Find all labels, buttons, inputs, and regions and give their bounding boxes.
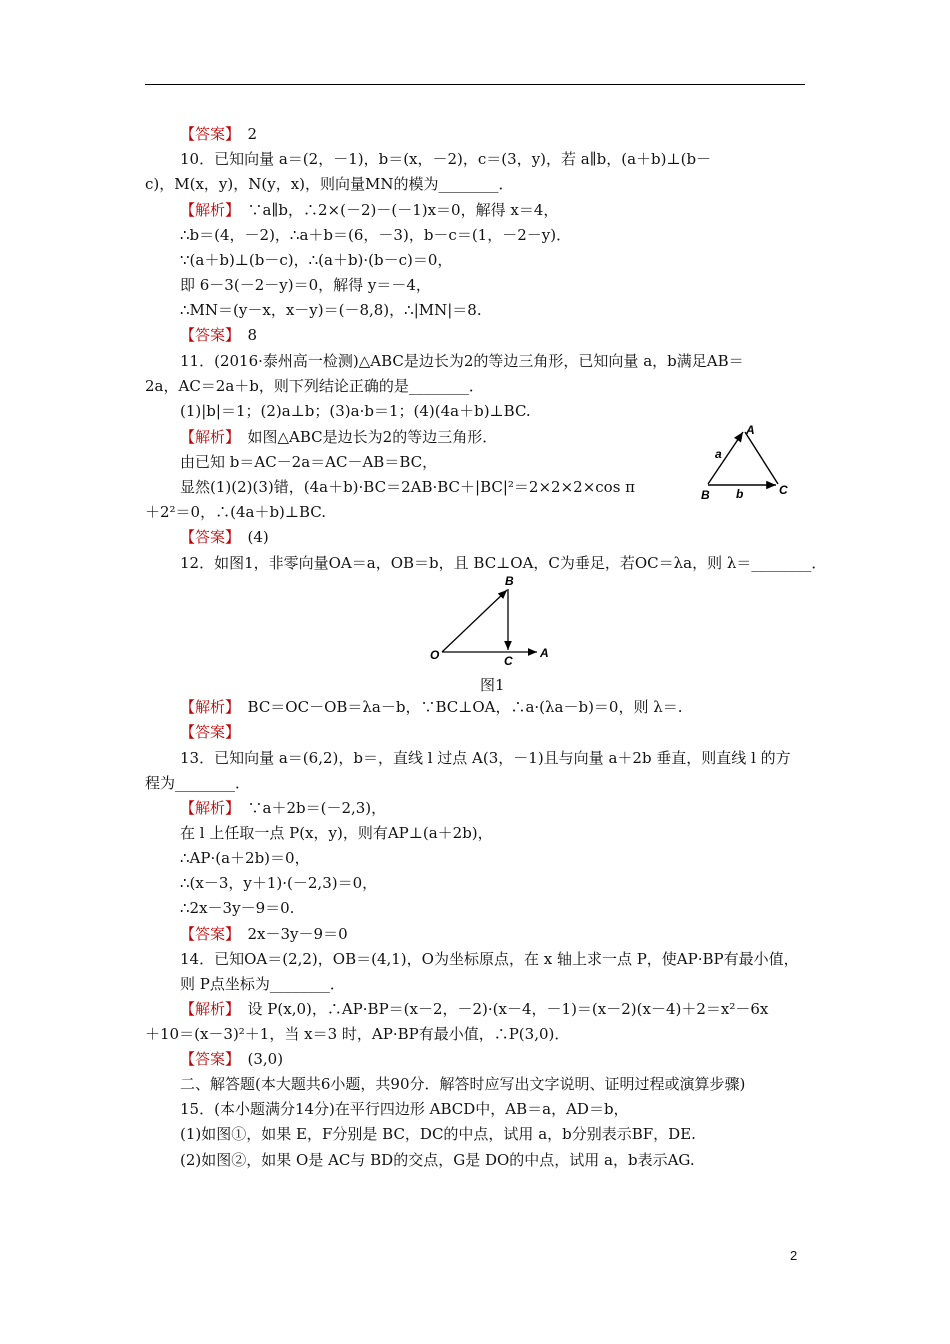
text-line — [180, 697, 683, 717]
label-C: C — [504, 654, 513, 668]
section-tag: 【解析】 — [180, 1000, 233, 1018]
line-text: ＋2²＝0，∴(4a＋b)⊥BC. — [145, 503, 327, 521]
line-text: 11．(2016·泰州高一检测)△ABC是边长为2的等边三角形，已知向量 a，b满足AB＝ — [180, 352, 744, 370]
label-B: B — [701, 488, 710, 502]
text-line — [180, 1074, 745, 1094]
text-line — [180, 553, 826, 573]
line-text: (3,0) — [232, 1050, 284, 1068]
section-tag: 【解析】 — [180, 201, 233, 219]
label-O: O — [430, 648, 440, 662]
line-text: BC＝OC－OB＝λa－b，∵BC⊥OA，∴a·(λa－b)＝0，则 λ＝. — [232, 698, 683, 716]
section-tag: 【答案】 — [180, 723, 241, 741]
text-line — [145, 174, 514, 194]
side-ac — [745, 432, 778, 484]
line-text: 12．如图1，非零向量OA＝a，OB＝b，且 BC⊥OA，C为垂足，若OC＝λa，则 λ＝________． — [180, 554, 827, 572]
text-line — [180, 798, 386, 818]
line-text: (2)如图②，如果 O是 AC与 BD的交点，G是 DO的中点，试用 a，b表示AG. — [180, 1151, 695, 1169]
text-line — [180, 1099, 629, 1119]
label-A: A — [746, 423, 755, 437]
line-text: ∵(a＋b)⊥(b－c)，∴(a＋b)·(b－c)＝0， — [180, 251, 453, 269]
line-text: 13．已知向量 a＝(6,2)，b＝，直线 l 过点 A(3，－1)且与向量 a＋2b 垂直，则直线 l 的方 — [180, 749, 791, 767]
line-text: ∴AP·(a＋2b)＝0， — [180, 849, 310, 867]
vector-ob — [442, 590, 507, 652]
text-line — [180, 477, 635, 497]
line-text: 8 — [232, 326, 258, 344]
label-b: b — [736, 487, 744, 501]
label-A: A — [540, 646, 549, 660]
line-text: 10．已知向量 a＝(2，－1)，b＝(x，－2)，c＝(3，y)，若 a∥b，(a＋b)⊥(b－ — [180, 150, 712, 168]
figure-1 — [425, 572, 555, 672]
line-text: ∵a∥b，∴2×(－2)－(－1)x＝0，解得 x＝4， — [232, 201, 559, 219]
label-B: B — [505, 574, 514, 588]
text-line — [180, 325, 257, 345]
text-line — [180, 452, 437, 472]
text-line — [180, 401, 531, 421]
section-tag: 【解析】 — [180, 428, 233, 446]
line-text: ∵a＋2b＝(－2,3)， — [232, 799, 387, 817]
line-text: ∴(x－3，y＋1)·(－2,3)＝0， — [180, 874, 378, 892]
section-tag: 【解析】 — [180, 799, 233, 817]
section-tag: 【答案】 — [180, 528, 233, 546]
line-text: ∴2x－3y－9＝0. — [180, 899, 295, 917]
line-text: 显然(1)(2)(3)错，(4a＋b)·BC＝2AB·BC＋|BC|²＝2×2×2×cos π — [180, 478, 636, 496]
line-text: 2a，AC＝2a＋b，则下列结论正确的是________． — [145, 377, 484, 395]
text-line — [180, 823, 493, 843]
line-text: 二、解答题(本大题共6小题，共90分．解答时应写出文字说明、证明过程或演算步骤) — [180, 1075, 746, 1093]
text-line — [180, 250, 452, 270]
page-number: 2 — [790, 1248, 798, 1263]
line-text: 设 P(x,0)，∴AP·BP＝(x－2，－2)·(x－4，－1)＝(x－2)(x－4)＋2＝x²－6x — [232, 1000, 769, 1018]
line-text: ＋10＝(x－3)²＋1，当 x＝3 时，AP·BP有最小值，∴P(3,0)． — [145, 1025, 570, 1043]
text-line — [180, 200, 558, 220]
text-line — [145, 502, 326, 522]
side-ab — [708, 432, 743, 484]
line-text: (4) — [232, 528, 269, 546]
text-line — [180, 225, 571, 245]
text-line — [180, 1049, 283, 1069]
text-line — [180, 427, 497, 447]
text-line — [180, 873, 377, 893]
line-text: c)，M(x，y)，N(y，x)，则向量MN的模为________． — [145, 175, 514, 193]
text-line — [180, 949, 799, 969]
text-line — [180, 124, 257, 144]
text-line — [180, 848, 310, 868]
line-text: 2 — [232, 125, 258, 143]
text-line — [180, 898, 294, 918]
line-text: 程为________． — [145, 774, 251, 792]
line-text: 在 l 上任取一点 P(x，y)，则有AP⊥(a＋2b)， — [180, 824, 493, 842]
line-text: 则 P点坐标为________． — [180, 975, 345, 993]
line-text: 2x－3y－9＝0 — [232, 925, 348, 943]
section-tag: 【答案】 — [180, 326, 233, 344]
text-line — [145, 773, 250, 793]
text-line — [180, 748, 791, 768]
text-line — [180, 999, 768, 1019]
text-line — [180, 300, 482, 320]
line-text: 15．(本小题满分14分)在平行四边形 ABCD中，AB＝a，AD＝b， — [180, 1100, 629, 1118]
text-line — [180, 527, 269, 547]
text-line — [180, 722, 240, 742]
line-text: ∴MN＝(y－x，x－y)＝(－8,8)，∴|MN|＝8. — [180, 301, 482, 319]
text-line — [180, 351, 744, 371]
text-line — [180, 149, 711, 169]
section-tag: 【答案】 — [180, 925, 233, 943]
line-text: 即 6－3(－2－y)＝0，解得 y＝－4， — [180, 276, 431, 294]
line-text: ∴b＝(4，－2)，∴a＋b＝(6，－3)，b－c＝(1，－2－y)． — [180, 226, 572, 244]
line-text: (1)|b|＝1；(2)a⊥b；(3)a·b＝1；(4)(4a＋b)⊥BC. — [180, 402, 531, 420]
line-text: 14．已知OA＝(2,2)，OB＝(4,1)，O为坐标原点，在 x 轴上求一点 P，使AP·BP有最小值， — [180, 950, 799, 968]
line-text: 由已知 b＝AC－2a＝AC－AB＝BC， — [180, 453, 438, 471]
section-tag: 【答案】 — [180, 1050, 233, 1068]
text-line — [180, 1150, 695, 1170]
text-line — [145, 376, 484, 396]
label-C: C — [779, 483, 788, 497]
header-rule — [145, 84, 805, 85]
text-line — [145, 1024, 569, 1044]
text-line — [180, 1124, 696, 1144]
figure-caption: 图1 — [480, 676, 505, 694]
line-text: (1)如图①，如果 E，F分别是 BC，DC的中点，试用 a，b分别表示BF，DE. — [180, 1125, 696, 1143]
text-line — [180, 974, 345, 994]
section-tag: 【答案】 — [180, 125, 233, 143]
label-a: a — [715, 447, 722, 461]
line-text: 如图△ABC是边长为2的等边三角形． — [232, 428, 498, 446]
text-line — [180, 275, 431, 295]
triangle-figure — [695, 422, 795, 502]
text-line — [180, 924, 348, 944]
section-tag: 【解析】 — [180, 698, 233, 716]
